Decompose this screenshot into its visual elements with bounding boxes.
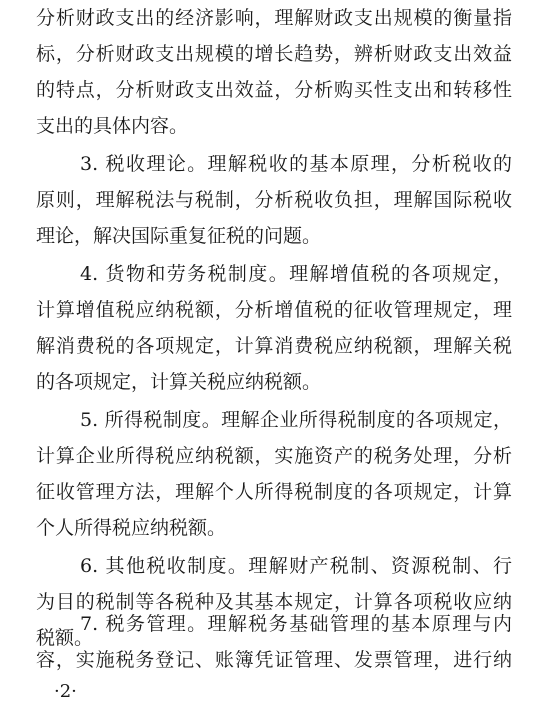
text-line: 理论，解决国际重复征税的问题。: [36, 225, 322, 247]
item-3-heading-line: 3. 税收理论。理解税收的基本原理，分析税收的: [80, 153, 512, 175]
text-line: 解消费税的各项规定，计算消费税应纳税额，理解关税: [36, 335, 512, 357]
item-4-heading-line: 4. 货物和劳务税制度。理解增值税的各项规定，: [80, 263, 512, 285]
text-line: 计算企业所得税应纳税额，实施资产的税务处理，分析: [36, 445, 512, 467]
text-line: 为目的税制等各税种及其基本规定，计算各项税收应纳: [36, 591, 512, 613]
text-line: 分析财政支出的经济影响，理解财政支出规模的衡量指: [36, 7, 512, 29]
text-line: 计算增值税应纳税额，分析增值税的征收管理规定，理: [36, 299, 512, 321]
text-line: 征收管理方法，理解个人所得税制度的各项规定，计算: [36, 481, 512, 503]
text-line: 的特点，分析财政支出效益，分析购买性支出和转移性: [36, 79, 512, 101]
text-line: 支出的具体内容。: [36, 115, 189, 137]
item-7-heading-line: 7. 税务管理。理解税务基础管理的基本原理与内: [80, 613, 512, 635]
text-line: 的各项规定，计算关税应纳税额。: [36, 371, 322, 393]
item-6-heading-line: 6. 其他税收制度。理解财产税制、资源税制、行: [80, 555, 512, 577]
text-line: 个人所得税应纳税额。: [36, 517, 227, 539]
text-line: 容，实施税务登记、账簿凭证管理、发票管理，进行纳: [36, 649, 512, 671]
text-line: 标，分析财政支出规模的增长趋势，辨析财政支出效益: [36, 43, 512, 65]
text-line: 原则，理解税法与税制，分析税收负担，理解国际税收: [36, 189, 512, 211]
page-number: ·2·: [54, 681, 77, 702]
item-5-heading-line: 5. 所得税制度。理解企业所得税制度的各项规定，: [80, 409, 512, 431]
text-line: 税额。: [36, 627, 94, 649]
